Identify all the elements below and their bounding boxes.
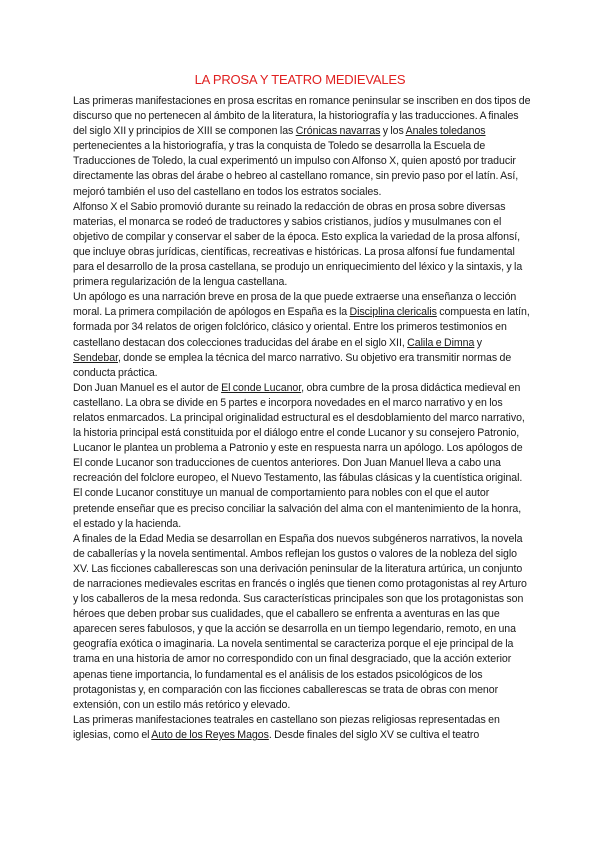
text-run: Las primeras manifestaciones teatrales en castellano son piezas religiosas representadas en iglesias, como el xyxy=(73,713,500,741)
paragraph-novela: A finales de la Edad Media se desarrollan en España dos nuevos subgéneros narrativos, la novela de caballerías y la novela sentimental. Ambos reflejan los gustos o valores de la nobleza del siglo XV. Las ficciones caballerescas son una derivación peninsular de la literatura artúrica, un conjunto de narraciones medievales escritas en francés o inglés que tienen como protagonistas al rey Arturo y los caballeros de la mesa redonda. Sus características principales son que los protagonistas son héroes que deben probar sus cualidades, que el caballero se enfrenta a aventuras en las que aparecen seres fabulosos, y que la acción se desarrolla en un tiempo legendario, remoto, en una geografía exótica o imaginaria. La novela sentimental se caracteriza porque el eje principal de la trama en una historia de amor no correspondido con un final desgraciado, que la acción exterior apenas tiene importancia, lo fundamental es el análisis de los estados psicológicos de los protagonistas y, en comparación con las ficciones caballerescas se trata de obras con menor extensión, con un estilo más retórico y elevado. xyxy=(73,532,527,711)
text-run: . Desde finales del siglo XV se cultiva el teatro xyxy=(268,728,480,741)
text-run: y xyxy=(474,336,482,349)
work-title-cronicas-navarras: Crónicas navarras xyxy=(295,125,381,138)
text-run: pertenecientes a la historiografía, y tras la conquista de Toledo se desarrolla la Escuela de Traducciones de Toledo, la cual experimentó un impulso con Alfonso X, quien apostó por traducir directamente las obras del árabe o hebreo al castellano romance, sin previo paso por el latín. Así, mejoró también el uso del castellano en todos los estratos sociales. xyxy=(73,140,519,198)
text-run: , obra cumbre de la prosa didáctica medieval en castellano. La obra se divide en 5 partes e incorpora novedades en el marco narrativo y en los relatos enmarcados. La principal originalidad estructural es el desdoblamiento del marco narrativo, la historia principal está constituida por el diálogo entre el conde Lucanor y su consejero Patronio, Lucanor le plantea un problema a Patronio y este en respuesta narra un apólogo. Los apólogos de El conde Lucanor son traducciones de cuentos anteriores. Don Juan Manuel lleva a cabo una recreación del folclore europeo, el Nuevo Testamento, las fábulas clásicas y la cuentística original. El conde Lucanor constituye un manual de comportamiento para nobles con el que el autor pretende enseñar que es preciso conciliar la salvación del alma con el mantenimiento de la honra, el estado y la hacienda. xyxy=(73,381,525,530)
work-title-anales-toledanos: Anales toledanos xyxy=(405,125,486,138)
text-run: Las primeras manifestaciones en prosa escritas en romance peninsular se inscriben en dos tipos de discurso que no pertenecen al ámbito de la literatura, la historiografía y las traducciones. A finales del siglo XII y principios de XIII se componen las xyxy=(73,95,531,138)
text-run: Don Juan Manuel es el autor de xyxy=(73,381,222,394)
text-run: Un apólogo es una narración breve en prosa de la que puede extraerse una enseñanza o lección moral. La primera compilación de apólogos en España es la xyxy=(73,291,517,319)
paragraph-alfonso-x: Alfonso X el Sabio promovió durante su reinado la redacción de obras en prosa sobre diversas materias, el monarca se rodeó de traductores y sabios cristianos, judíos y musulmanes con el objetivo de compilar y conservar el saber de la época. Esto explica la variedad de la prosa alfonsí, que incluye obras jurídicas, científicas, recreativas e históricas. La prosa alfonsí fue fundamental para el desarrollo de la prosa castellana, se produjo un enriquecimiento del léxico y la sintaxis, y la primera regularización de la lengua castellana. xyxy=(73,200,523,289)
work-title-sendebar: Sendebar xyxy=(73,351,118,364)
paragraph-apologos xyxy=(73,290,531,381)
paragraph-historiography xyxy=(73,94,531,200)
work-title-auto-reyes-magos: Auto de los Reyes Magos xyxy=(151,728,269,741)
work-title-disciplina-clericalis: Disciplina clericalis xyxy=(349,306,437,319)
work-title-calila-e-dimna: Calila e Dimna xyxy=(407,336,475,349)
paragraph-teatro xyxy=(73,713,531,743)
text-run: y los xyxy=(380,125,406,138)
paragraph-don-juan-manuel xyxy=(73,381,531,532)
document-body xyxy=(73,94,531,743)
text-run: , donde se emplea la técnica del marco narrativo. Su objetivo era transmitir normas de conducta práctica. xyxy=(73,351,512,379)
text-run: compuesta en latín, formada por 34 relatos de origen folclórico, clásico y oriental. Entre los primeros testimonios en castellano destacan dos colecciones traducidas del árabe en el siglo XII, xyxy=(73,306,530,349)
document-title: LA PROSA Y TEATRO MEDIEVALES xyxy=(194,72,406,87)
work-title-el-conde-lucanor: El conde Lucanor xyxy=(221,381,302,394)
